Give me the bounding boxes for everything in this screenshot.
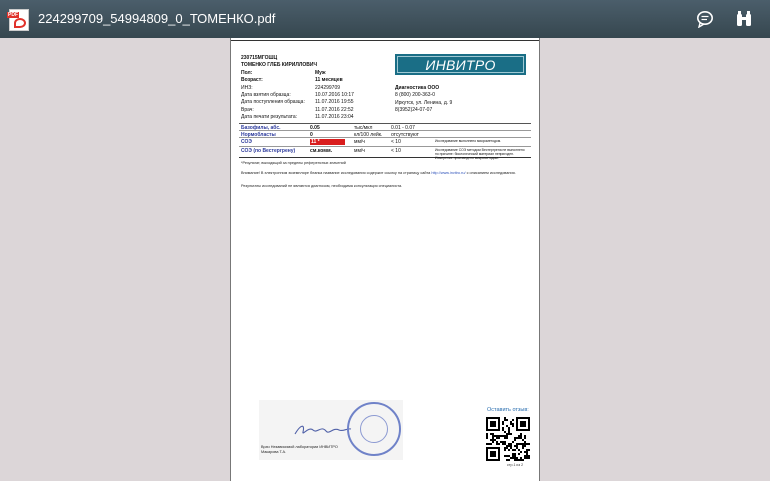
comment-icon[interactable] <box>696 10 714 28</box>
patient-row <box>241 85 354 92</box>
patient-row-label: Дата печати результата: <box>241 114 298 121</box>
patient-row <box>241 77 354 84</box>
result-row <box>239 138 531 147</box>
test-value: 0.05 <box>310 125 320 131</box>
patient-row-label: ИНЗ: <box>241 84 253 91</box>
test-unit: кл/100 лейк. <box>354 131 383 138</box>
toolbar <box>0 0 770 38</box>
binoculars-icon[interactable] <box>735 10 753 28</box>
patient-row <box>241 107 354 114</box>
test-reference: < 10 <box>391 147 401 154</box>
lab-phone2: 8(3952)24-07-07 <box>395 107 433 114</box>
test-unit: мм/ч <box>354 139 365 145</box>
patient-row-value: 11.07.2016 22:52 <box>315 106 354 113</box>
electronic-notice: Внимание! В электронном экземпляре бланка название исследования содержит ссылку на страницу сайта http://www.invitro.ru/ с описанием исследования. <box>241 171 516 175</box>
patient-row <box>241 92 354 99</box>
results-table <box>239 123 531 158</box>
patient-row-value: Муж <box>315 69 326 76</box>
test-unit: тыс/мкл <box>354 125 373 131</box>
patient-info <box>241 55 354 122</box>
test-value: см.комм. <box>310 147 333 154</box>
doctor-signature-text: Врач Независимой лаборатории ИНВИТРО Макарова Т.А. <box>261 445 338 454</box>
test-reference: 0.01 - 0.07 <box>391 125 415 131</box>
pdf-file-icon <box>9 9 29 31</box>
lab-name: Диагностика ООО <box>395 85 440 91</box>
test-reference: < 10 <box>391 139 401 145</box>
test-unit: мм/ч <box>354 147 365 154</box>
patient-code: 230715МГОШЦ <box>241 55 278 61</box>
signature-image <box>293 422 353 438</box>
patient-row-label: Возраст: <box>241 77 263 84</box>
patient-name: ТОМЕНКО ГЛЕБ КИРИЛЛОВИЧ <box>241 62 317 69</box>
test-value: 11 * <box>310 139 345 145</box>
test-value: 0 <box>310 131 313 138</box>
lab-phone: 8 (800) 200-363-0 <box>395 92 436 99</box>
patient-row-label: Дата поступления образца: <box>241 99 305 106</box>
patient-row <box>241 70 354 77</box>
test-reference: отсутствуют <box>391 131 419 138</box>
test-note: Исследование выполнено микрометодом. <box>435 139 502 143</box>
pdf-tag: PDF <box>8 12 18 18</box>
test-name[interactable]: Нормобласты <box>241 131 276 138</box>
pdf-page[interactable] <box>230 38 540 481</box>
feedback-label: Оставить отзыв: <box>487 407 529 413</box>
document-title: 224299709_54994809_0_ТОМЕНКО.pdf <box>38 11 276 26</box>
patient-row-value: 10.07.2016 10:17 <box>315 92 354 99</box>
patient-row-label: Дата взятия образца: <box>241 92 291 99</box>
invitro-logo: ИНВИТРО <box>395 54 526 75</box>
test-note: Исследование СОЭ методом Вестергрена не выполнено по причине: биологический материал непригоден. Измерение произведено микрометодом. <box>435 147 525 160</box>
lab-info <box>395 85 452 115</box>
lab-stamp <box>347 402 401 456</box>
reference-footnote: *Результат, выходящий за пределы референсных значений <box>241 161 346 165</box>
patient-row-label: Врач: <box>241 106 254 113</box>
result-row <box>239 147 531 158</box>
test-name[interactable]: СОЭ <box>241 139 252 145</box>
patient-row-value: 224299709 <box>315 84 341 91</box>
page-number: стр.1 из 2 <box>507 463 524 467</box>
patient-row-label: Пол: <box>241 69 253 76</box>
patient-row <box>241 114 354 121</box>
invitro-link[interactable]: http://www.invitro.ru/ <box>431 171 466 175</box>
patient-row-value: 11.07.2016 19:55 <box>315 99 354 106</box>
qr-code[interactable] <box>486 417 530 461</box>
diagnosis-notice: Результаты исследований не являются диагнозом, необходима консультация специалиста. <box>241 184 403 188</box>
lab-address: Иркутск, ул. Ленина, д. 9 <box>395 99 453 106</box>
result-row <box>239 123 531 131</box>
result-row <box>239 131 531 139</box>
patient-row-value: 11 месяцев <box>315 77 343 84</box>
patient-row <box>241 99 354 106</box>
test-name[interactable]: Базофилы, абс. <box>241 125 281 131</box>
test-name[interactable]: СОЭ (по Вестергрену) <box>241 147 296 154</box>
patient-row-value: 11.07.2016 23:04 <box>315 114 354 121</box>
